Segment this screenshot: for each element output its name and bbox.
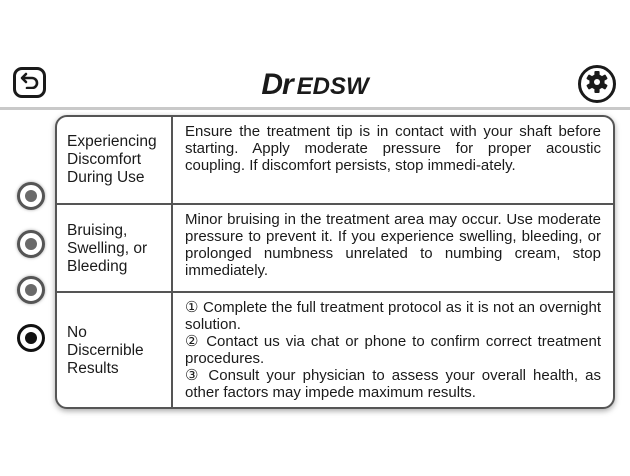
row-text: Minor bruising in the treatment area may occur. Use moderate pressure to prevent it. If you experience swelling, bleeding, or prolonged numbness unrelated to numbing cream, stop immediately. xyxy=(185,211,601,279)
row-label: Bruising, Swelling, or Bleeding xyxy=(57,205,173,293)
radio-option-4-selected[interactable] xyxy=(17,324,45,352)
radio-dot xyxy=(25,284,37,296)
table-row xyxy=(57,291,613,409)
row-description xyxy=(173,117,613,203)
radio-dot xyxy=(25,332,37,344)
list-item: ① Complete the full treatment protocol as it is not an overnight solution. xyxy=(185,299,601,333)
row-label: Experiencing Discomfort During Use xyxy=(57,117,173,203)
row-description xyxy=(173,205,613,293)
row-label: No Discernible Results xyxy=(57,293,173,409)
table-row xyxy=(57,117,613,203)
radio-option-3[interactable] xyxy=(17,276,45,304)
logo-mark: Dr xyxy=(261,68,293,101)
radio-option-1[interactable] xyxy=(17,182,45,210)
logo-name: EDSW xyxy=(296,73,369,100)
table-row xyxy=(57,203,613,293)
row-text: Ensure the treatment tip is in contact with your shaft before starting. Apply moderate pressure for proper acoustic coupling. If discomfort persists, stop immedi-ately. xyxy=(185,123,601,174)
radio-dot xyxy=(25,190,37,202)
list-item: ② Contact us via chat or phone to confirm correct treatment procedures. xyxy=(185,333,601,367)
gear-icon xyxy=(584,69,610,100)
header-divider xyxy=(0,107,630,110)
brand-logo xyxy=(0,68,630,102)
troubleshooting-table xyxy=(55,115,615,409)
radio-option-2[interactable] xyxy=(17,230,45,258)
row-description xyxy=(173,293,613,409)
header-bar xyxy=(0,60,630,106)
settings-button[interactable] xyxy=(578,65,616,103)
radio-dot xyxy=(25,238,37,250)
list-item: ③ Consult your physician to assess your overall health, as other factors may impede maximum results. xyxy=(185,367,601,401)
